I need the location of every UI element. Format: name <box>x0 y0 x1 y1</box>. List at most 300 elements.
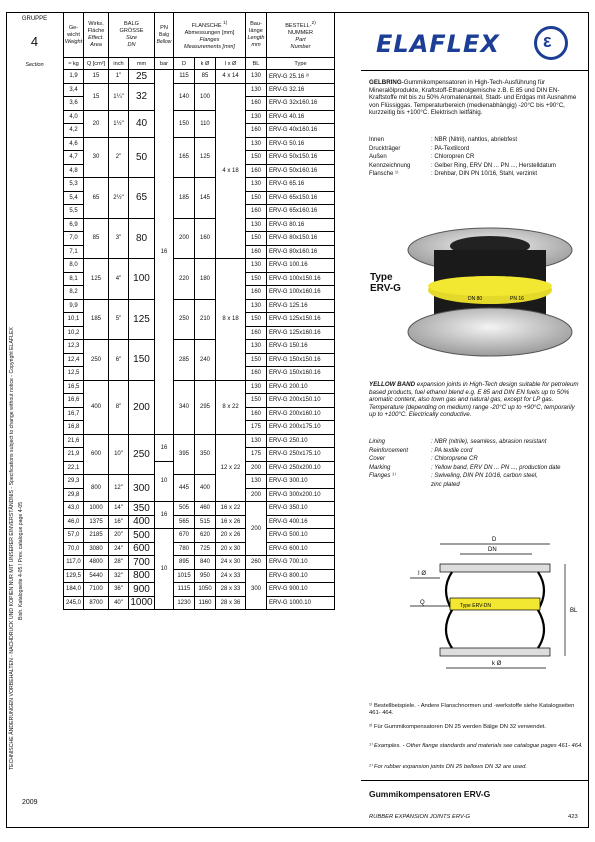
weight-cell: 7,1 <box>64 245 84 259</box>
side-note <box>6 120 36 770</box>
logo-wordmark: ELAFLEX <box>376 30 500 58</box>
weight-cell: 12,5 <box>64 367 84 381</box>
size-mm-cell: 65 <box>129 178 155 219</box>
page-number: 423 <box>568 814 578 820</box>
pn-cell: 10 <box>155 461 174 502</box>
length-cell: 160 <box>246 164 267 178</box>
weight-cell: 1,9 <box>64 70 84 84</box>
area-cell: 400 <box>84 380 109 434</box>
col-flanges: FLANSCHE $^{1)}$ Abmessungen [mm] Flanges Measurements [mm] <box>174 13 246 58</box>
spec-row <box>369 438 583 447</box>
table-row <box>64 596 335 610</box>
part-number-cell: ERV-G 150x150.16 <box>267 353 335 367</box>
area-cell: 20 <box>84 110 109 137</box>
area-cell: 125 <box>84 259 109 300</box>
joint-photo <box>398 220 584 370</box>
part-number-cell: ERV-G 50x160.16 <box>267 164 335 178</box>
size-inch-cell: 12" <box>109 475 129 502</box>
part-number-cell: ERV-G 100x160.16 <box>267 286 335 300</box>
weight-cell: 43,0 <box>64 502 84 516</box>
flange-d-cell: 1230 <box>174 596 195 610</box>
bolt-cell: 4 x 18 <box>216 83 246 259</box>
length-cell: 150 <box>246 353 267 367</box>
pn-cell: 16 <box>155 70 174 435</box>
description-en: YELLOW BAND expansion joints in High-Tech design suitable for petroleum based products, fuel ethanol blend e.g. E 85 and DIN EN fuels up to 50% aromatic content, also town gas and natural gas, except for LP gas. Temperature (depending on medium) range -20°C up to +90°C, temporarily up to +100°C. Electrically conductive. <box>369 381 579 419</box>
weight-cell: 9,9 <box>64 299 84 313</box>
part-number-cell: ERV-G 125x150.16 <box>267 313 335 327</box>
spec-value: zinc plated <box>431 481 460 488</box>
footnote-4: ²⁾ For rubber expansion joints DN 25 bellows DN 32 are used. <box>369 764 528 770</box>
spec-value: : Drehbar, DIN PN 10/16, Stahl, verzinkt <box>431 171 538 178</box>
bolt-cell: 4 x 14 <box>216 70 246 84</box>
area-cell: 600 <box>84 434 109 475</box>
description-de: GELBRING-Gummikompensatoren in High-Tech-Ausführung für Mineralölprodukte, Kraftstoff-Ethanolgemische z.B. E 85 und DIN EN-Kraftstoffe mit bis zu 50% Aromatenanteil, Stadt- und Erdgas mit Ausnahme von Flüssiggas. Temperaturbereich (medienabhängig) -20°C bis +90°C, kurzzeitig bis +100°C. Elektrisch leitfähig. <box>369 79 577 117</box>
flange-k-cell: 460 <box>195 502 216 516</box>
type-label: Type ERV-G <box>370 272 401 294</box>
spec-row <box>369 145 583 154</box>
area-cell: 85 <box>84 218 109 259</box>
size-inch-cell: 4" <box>109 259 129 300</box>
spec-row <box>369 153 583 162</box>
part-number-cell: ERV-G 300x200.10 <box>267 488 335 502</box>
spec-key: Außen <box>369 154 387 161</box>
size-inch-cell: 36" <box>109 583 129 597</box>
weight-cell: 129,5 <box>64 569 84 583</box>
part-number-cell: ERV-G 200x175.10 <box>267 421 335 435</box>
table-row <box>64 70 335 84</box>
table-row <box>64 583 335 597</box>
part-number-cell: ERV-G 800.10 <box>267 569 335 583</box>
spec-key: Innen <box>369 137 385 143</box>
size-inch-cell: 24" <box>109 542 129 556</box>
footer-title: Gummikompensatoren ERV-G <box>369 789 491 799</box>
flange-d-cell: 1015 <box>174 569 195 583</box>
weight-cell: 16,7 <box>64 407 84 421</box>
table-row <box>64 299 335 313</box>
size-inch-cell: 1" <box>109 70 129 84</box>
col-length: Bau- länge Length mm <box>246 13 267 58</box>
pn-cell: 16 <box>155 502 174 529</box>
flange-k-cell: 400 <box>195 475 216 502</box>
area-cell: 15 <box>84 70 109 84</box>
unit-cell: inch <box>109 58 129 70</box>
spec-value: : Chloropren CR <box>431 154 475 161</box>
weight-cell: 10,2 <box>64 326 84 340</box>
part-number-cell: ERV-G 100.16 <box>267 259 335 273</box>
spec-row <box>369 162 583 171</box>
weight-cell: 22,1 <box>64 461 84 475</box>
col-size: BALG GRÖSSE Size DN <box>109 13 155 58</box>
divider <box>361 70 589 71</box>
part-number-cell: ERV-G 300.10 <box>267 475 335 489</box>
spec-value: : Gelber Ring, ERV DN ... PN ..., Herstelldatum <box>431 162 556 169</box>
flange-d-cell: 140 <box>174 83 195 110</box>
size-inch-cell: 6" <box>109 340 129 381</box>
part-number-cell: ERV-G 80x150.16 <box>267 232 335 246</box>
footnote-2: ²⁾ Für Gummikompensatoren DN 25 werden Bälge DN 32 verwendet. <box>369 724 547 730</box>
weight-cell: 16,6 <box>64 394 84 408</box>
length-cell: 150 <box>246 313 267 327</box>
flange-d-cell: 115 <box>174 70 195 84</box>
size-mm-cell: 25 <box>129 70 155 84</box>
length-cell: 300 <box>246 569 267 610</box>
area-cell: 250 <box>84 340 109 381</box>
weight-cell: 12,4 <box>64 353 84 367</box>
unit-cell: k Ø <box>195 58 216 70</box>
flange-d-cell: 185 <box>174 178 195 219</box>
spec-key: Flansche ¹⁾ <box>369 171 399 178</box>
part-number-cell: ERV-G 250x200.10 <box>267 461 335 475</box>
part-number-cell: ERV-G 400.16 <box>267 515 335 529</box>
length-cell: 130 <box>246 340 267 354</box>
part-number-cell: ERV-G 65x150.16 <box>267 191 335 205</box>
dim-d-label: D <box>492 537 497 543</box>
weight-cell: 29,3 <box>64 475 84 489</box>
weight-cell: 184,0 <box>64 583 84 597</box>
col-part: BESTELL-$^{2)}$ NUMMER Part Number <box>267 13 335 58</box>
weight-cell: 70,0 <box>64 542 84 556</box>
flange-k-cell: 85 <box>195 70 216 84</box>
length-cell: 150 <box>246 191 267 205</box>
bolt-cell: 20 x 26 <box>216 529 246 543</box>
size-mm-cell: 500 <box>129 529 155 543</box>
spec-key: Druckträger <box>369 145 401 152</box>
table-header <box>64 13 335 58</box>
size-mm-cell: 400 <box>129 515 155 529</box>
flange-d-cell: 165 <box>174 137 195 178</box>
table-row <box>64 380 335 394</box>
part-number-cell: ERV-G 100x150.16 <box>267 272 335 286</box>
area-cell: 1000 <box>84 502 109 516</box>
part-number-cell: ERV-G 125x160.16 <box>267 326 335 340</box>
spec-key: Kennzeichnung <box>369 162 411 169</box>
part-number-cell: ERV-G 32.16 <box>267 83 335 97</box>
length-cell: 130 <box>246 475 267 489</box>
spec-key: Reinforcement <box>369 447 409 454</box>
size-mm-cell: 32 <box>129 83 155 110</box>
size-inch-cell: 32" <box>109 569 129 583</box>
part-number-cell: ERV-G 50.16 <box>267 137 335 151</box>
spec-value: : Yellow band, ERV DN ... PN ..., production date <box>431 464 561 471</box>
area-cell: 5440 <box>84 569 109 583</box>
bolt-cell: 28 x 36 <box>216 596 246 610</box>
footer-subtitle: RUBBER EXPANSION JOINTS ERV-G <box>369 814 471 820</box>
size-mm-cell: 50 <box>129 137 155 178</box>
length-cell: 160 <box>246 367 267 381</box>
length-cell: 130 <box>246 110 267 124</box>
flange-d-cell: 395 <box>174 434 195 475</box>
size-inch-cell: 16" <box>109 515 129 529</box>
weight-cell: 29,8 <box>64 488 84 502</box>
part-number-cell: ERV-G 125.16 <box>267 299 335 313</box>
area-cell: 15 <box>84 83 109 110</box>
footnote-3: ¹⁾ Examples. - Other flange standards and materials see catalogue pages 461- 464. <box>369 743 583 749</box>
dim-ko-label: k Ø <box>492 661 502 667</box>
part-number-cell: ERV-G 40.16 <box>267 110 335 124</box>
flange-d-cell: 565 <box>174 515 195 529</box>
bolt-cell: 12 x 22 <box>216 434 246 502</box>
flange-k-cell: 840 <box>195 556 216 570</box>
year: 2009 <box>22 799 38 806</box>
weight-cell: 4,2 <box>64 124 84 138</box>
area-cell: 7100 <box>84 583 109 597</box>
length-cell: 160 <box>246 97 267 111</box>
table-row <box>64 542 335 556</box>
flange-d-cell: 670 <box>174 529 195 543</box>
area-cell: 8700 <box>84 596 109 610</box>
spec-row <box>369 481 583 490</box>
spec-key: Flanges ¹⁾ <box>369 473 396 480</box>
weight-cell: 5,3 <box>64 178 84 192</box>
weight-cell: 8,0 <box>64 259 84 273</box>
length-cell: 150 <box>246 272 267 286</box>
dimension-drawing <box>400 528 584 678</box>
flange-k-cell: 240 <box>195 340 216 381</box>
spec-en <box>369 438 583 490</box>
dim-band-label: Type ERV-DN <box>460 603 492 609</box>
size-mm-cell: 900 <box>129 583 155 597</box>
area-cell: 2185 <box>84 529 109 543</box>
weight-cell: 21,9 <box>64 448 84 462</box>
size-mm-cell: 300 <box>129 475 155 502</box>
size-inch-cell: 3" <box>109 218 129 259</box>
spec-row <box>369 170 583 179</box>
part-number-cell: ERV-G 80.16 <box>267 218 335 232</box>
size-mm-cell: 800 <box>129 569 155 583</box>
size-mm-cell: 600 <box>129 542 155 556</box>
spec-key: Cover <box>369 456 386 463</box>
length-cell: 160 <box>246 205 267 219</box>
part-number-cell: ERV-G 150x160.16 <box>267 367 335 381</box>
footer-divider <box>361 780 589 781</box>
table-row <box>64 434 335 448</box>
unit-cell: I x Ø <box>216 58 246 70</box>
length-cell: 130 <box>246 178 267 192</box>
dim-q-label: Q <box>420 600 425 606</box>
area-cell: 65 <box>84 178 109 219</box>
flange-k-cell: 725 <box>195 542 216 556</box>
length-cell: 130 <box>246 299 267 313</box>
length-cell: 160 <box>246 245 267 259</box>
part-number-cell: ERV-G 600.10 <box>267 542 335 556</box>
length-cell: 150 <box>246 394 267 408</box>
flange-k-cell: 110 <box>195 110 216 137</box>
ring-label-pn: PN 16 <box>510 296 524 302</box>
spec-value: : NBR (Nitril), nahtlos, abriebfest <box>431 137 518 143</box>
area-cell: 4800 <box>84 556 109 570</box>
bolt-cell: 16 x 26 <box>216 515 246 529</box>
part-number-cell: ERV-G 250x175.10 <box>267 448 335 462</box>
pn-cell: 10 <box>155 529 174 610</box>
flange-k-cell: 295 <box>195 380 216 434</box>
size-inch-cell: 10" <box>109 434 129 475</box>
flange-d-cell: 780 <box>174 542 195 556</box>
flange-k-cell: 1160 <box>195 596 216 610</box>
table-row <box>64 556 335 570</box>
flange-d-cell: 150 <box>174 110 195 137</box>
table-row <box>64 110 335 124</box>
part-number-cell: ERV-G 200x160.10 <box>267 407 335 421</box>
spec-row <box>369 464 583 473</box>
product-table <box>63 12 335 610</box>
area-cell: 800 <box>84 475 109 502</box>
bolt-cell: 20 x 30 <box>216 542 246 556</box>
size-mm-cell: 100 <box>129 259 155 300</box>
bolt-cell: 24 x 33 <box>216 569 246 583</box>
weight-cell: 4,0 <box>64 110 84 124</box>
part-number-cell: ERV-G 65x160.16 <box>267 205 335 219</box>
section-label: Section <box>25 62 44 68</box>
table-row <box>64 259 335 273</box>
length-cell: 130 <box>246 218 267 232</box>
group-number: 4 <box>30 34 39 49</box>
flange-k-cell: 145 <box>195 178 216 219</box>
flange-d-cell: 1115 <box>174 583 195 597</box>
flange-d-cell: 285 <box>174 340 195 381</box>
group-box <box>6 12 64 70</box>
flange-d-cell: 200 <box>174 218 195 259</box>
spec-key: Lining <box>369 439 386 445</box>
spec-value: : Swiveling, DIN PN 10/16, carbon steel, <box>431 473 538 480</box>
part-number-cell: ERV-G 350.10 <box>267 502 335 516</box>
area-cell: 3080 <box>84 542 109 556</box>
size-inch-cell: 5" <box>109 299 129 340</box>
area-cell: 1375 <box>84 515 109 529</box>
table-row <box>64 475 335 489</box>
spec-row <box>369 472 583 481</box>
weight-cell: 5,5 <box>64 205 84 219</box>
size-mm-cell: 80 <box>129 218 155 259</box>
dim-bl-label: BL <box>570 608 578 614</box>
length-cell: 160 <box>246 407 267 421</box>
unit-cell: mm <box>129 58 155 70</box>
spec-de <box>369 136 583 179</box>
flange-d-cell: 250 <box>174 299 195 340</box>
flange-k-cell: 515 <box>195 515 216 529</box>
flange-k-cell: 620 <box>195 529 216 543</box>
dim-lo-label: I Ø <box>418 571 427 577</box>
length-cell: 150 <box>246 151 267 165</box>
side-note-line2: Bish. Katalogseite 4-05 / Prev. catalogue page 4-05 <box>18 501 24 620</box>
size-mm-cell: 700 <box>129 556 155 570</box>
weight-cell: 7,0 <box>64 232 84 246</box>
flange-k-cell: 125 <box>195 137 216 178</box>
unit-cell: Q [cm²] <box>84 58 109 70</box>
part-number-cell: ERV-G 150.16 <box>267 340 335 354</box>
spec-row <box>369 455 583 464</box>
flange-k-cell: 180 <box>195 259 216 300</box>
weight-cell: 4,7 <box>64 151 84 165</box>
size-inch-cell: 1¼" <box>109 83 129 110</box>
length-cell: 175 <box>246 421 267 435</box>
size-inch-cell: 2" <box>109 137 129 178</box>
size-mm-cell: 200 <box>129 380 155 434</box>
dim-dn-label: DN <box>488 547 497 553</box>
length-cell: 130 <box>246 83 267 97</box>
spec-key: Marking <box>369 464 391 471</box>
ring-label-dn: DN 80 <box>468 296 483 302</box>
pn-cell: 16 <box>155 434 174 461</box>
length-cell: 130 <box>246 380 267 394</box>
area-cell: 30 <box>84 137 109 178</box>
length-cell: 175 <box>246 448 267 462</box>
flange-k-cell: 950 <box>195 569 216 583</box>
size-inch-cell: 2½" <box>109 178 129 219</box>
weight-cell: 16,5 <box>64 380 84 394</box>
table-row <box>64 178 335 192</box>
flange-k-cell: 210 <box>195 299 216 340</box>
part-number-cell: ERV-G 32x160.16 <box>267 97 335 111</box>
table-row <box>64 502 335 516</box>
part-number-cell: ERV-G 500.10 <box>267 529 335 543</box>
spec-row <box>369 447 583 456</box>
size-mm-cell: 150 <box>129 340 155 381</box>
flange-k-cell: 350 <box>195 434 216 475</box>
flange-k-cell: 160 <box>195 218 216 259</box>
flange-d-cell: 220 <box>174 259 195 300</box>
spec-value: : Chloroprene CR <box>431 456 478 463</box>
weight-cell: 6,9 <box>64 218 84 232</box>
bolt-cell: 28 x 33 <box>216 583 246 597</box>
flange-d-cell: 340 <box>174 380 195 434</box>
length-cell: 200 <box>246 502 267 556</box>
part-number-cell: ERV-G 1000.10 <box>267 596 335 610</box>
spec-row <box>369 136 583 145</box>
size-inch-cell: 40" <box>109 596 129 610</box>
footnote-1: ¹⁾ Bestellbeispiele. - Andere Flanschnormen und -werkstoffe siehe Katalogseiten 461- 464. <box>369 703 575 717</box>
weight-cell: 3,6 <box>64 97 84 111</box>
col-weight: Ge- wicht Weight <box>64 13 84 58</box>
weight-cell: 8,1 <box>64 272 84 286</box>
area-cell: 185 <box>84 299 109 340</box>
elaflex-logo <box>376 24 576 64</box>
unit-cell: Type <box>267 58 335 70</box>
part-number-cell: ERV-G 50x150.16 <box>267 151 335 165</box>
table-row <box>64 340 335 354</box>
part-number-cell: ERV-G 200x150.10 <box>267 394 335 408</box>
weight-cell: 245,0 <box>64 596 84 610</box>
weight-cell: 4,6 <box>64 137 84 151</box>
part-number-cell: ERV-G 200.10 <box>267 380 335 394</box>
spec-key <box>369 481 431 490</box>
unit-cell: bar <box>155 58 174 70</box>
length-cell: 130 <box>246 70 267 84</box>
table-row <box>64 83 335 97</box>
weight-cell: 4,8 <box>64 164 84 178</box>
part-number-cell: ERV-G 700.10 <box>267 556 335 570</box>
flange-k-cell: 1050 <box>195 583 216 597</box>
weight-cell: 12,3 <box>64 340 84 354</box>
size-inch-cell: 1½" <box>109 110 129 137</box>
col-area: Wirks. Fläche Effect. Area <box>84 13 109 58</box>
weight-cell: 16,8 <box>64 421 84 435</box>
size-inch-cell: 14" <box>109 502 129 516</box>
size-mm-cell: 1000 <box>130 597 153 609</box>
table-row <box>64 529 335 543</box>
size-inch-cell: 28" <box>109 556 129 570</box>
bolt-cell: 8 x 22 <box>216 380 246 434</box>
flange-d-cell: 895 <box>174 556 195 570</box>
table-row <box>64 569 335 583</box>
bolt-cell: 16 x 22 <box>216 502 246 516</box>
unit-cell: ≈ kg <box>64 58 84 70</box>
part-number-cell: ERV-G 40x160.16 <box>267 124 335 138</box>
part-number-cell: ERV-G 25.16 ²⁾ <box>267 70 335 84</box>
length-cell: 150 <box>246 232 267 246</box>
spec-value: : PA textile cord <box>431 447 473 454</box>
length-cell: 160 <box>246 124 267 138</box>
table-row <box>64 137 335 151</box>
